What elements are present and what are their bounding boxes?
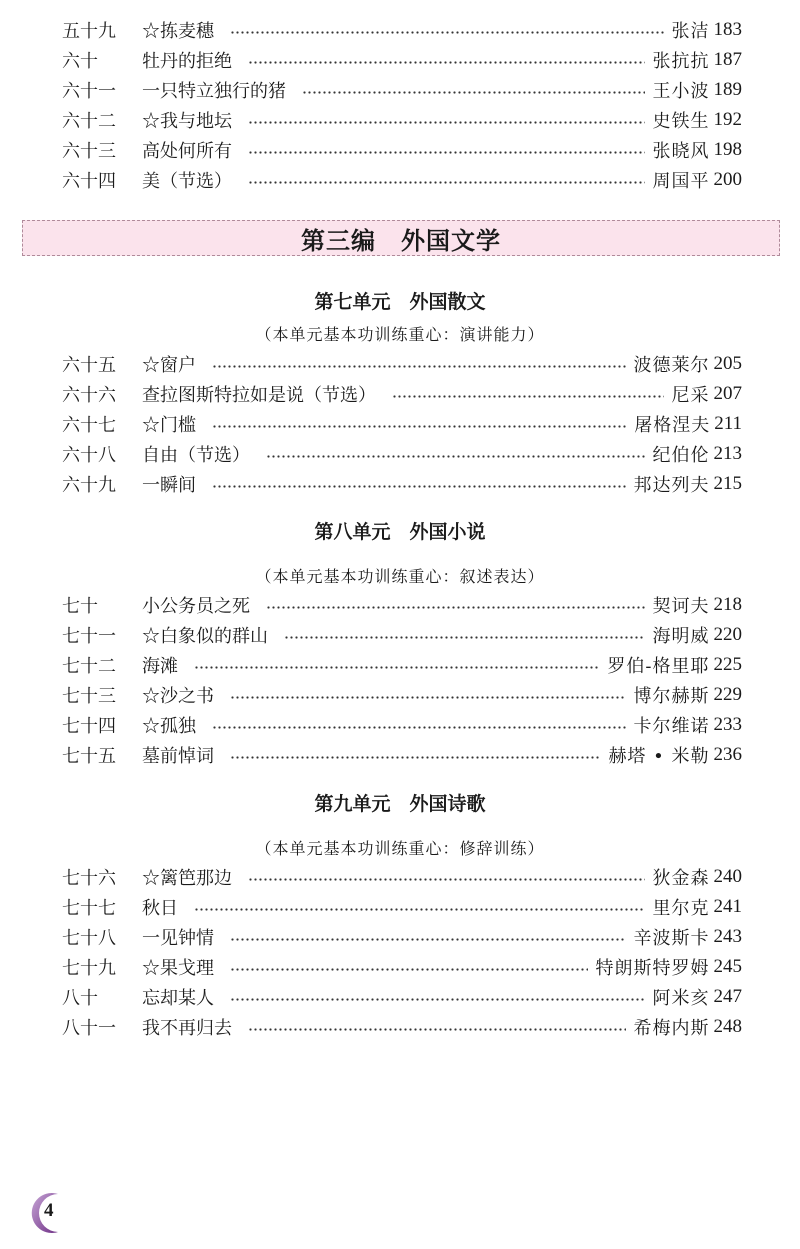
leader-dots	[212, 425, 626, 428]
leader-dots	[248, 61, 645, 64]
leader-dots	[212, 485, 626, 488]
entry-page: 247	[713, 986, 742, 1007]
entry-page: 189	[713, 79, 742, 100]
entry-page: 236	[713, 744, 742, 765]
entry-author: 纪伯伦	[652, 445, 710, 466]
toc-entry[interactable]	[62, 952, 742, 982]
entry-author: 契诃夫	[652, 596, 710, 617]
entry-author: 狄金森	[652, 868, 710, 889]
unit-title: 第七单元 外国散文	[314, 291, 486, 313]
entry-page: 198	[713, 139, 742, 160]
entry-number: 六十三	[62, 141, 116, 162]
entry-author: 阿米亥	[652, 988, 710, 1009]
entry-title: 墓前悼词	[142, 746, 214, 767]
entry-number: 八十	[62, 988, 98, 1009]
toc-entry[interactable]	[62, 469, 742, 499]
leader-dots	[212, 726, 626, 729]
leader-dots	[266, 606, 645, 609]
entry-page: 220	[713, 624, 742, 645]
entry-title: ☆篱笆那边	[142, 868, 232, 889]
unit-title: 第八单元 外国小说	[314, 521, 486, 543]
entry-author: 罗伯-格里耶	[607, 656, 710, 677]
leader-dots	[248, 151, 645, 154]
entry-number: 六十六	[62, 385, 116, 406]
entry-author: 海明威	[652, 626, 710, 647]
entry-page: 211	[714, 413, 742, 434]
leader-dots	[212, 365, 626, 368]
entry-page: 225	[713, 654, 742, 675]
entry-title: 一只特立独行的猪	[142, 81, 286, 102]
toc-entry[interactable]	[62, 862, 742, 892]
entry-page: 218	[713, 594, 742, 615]
entry-author: 史铁生	[652, 111, 710, 132]
entry-title: 高处何所有	[142, 141, 232, 162]
toc-entry[interactable]	[62, 45, 742, 75]
unit-note: （本单元基本功训练重心：叙述表达）	[255, 567, 545, 586]
entry-number: 六十四	[62, 171, 116, 192]
entry-page: 192	[713, 109, 742, 130]
entry-author: 希梅内斯	[633, 1018, 710, 1039]
entry-page: 205	[713, 353, 742, 374]
entry-page: 215	[713, 473, 742, 494]
leader-dots	[194, 908, 645, 911]
entry-author: 张洁	[671, 21, 710, 42]
entry-number: 七十三	[62, 686, 116, 707]
toc-entry[interactable]	[62, 15, 742, 45]
entry-title: 自由（节选）	[142, 445, 250, 466]
entry-number: 六十八	[62, 445, 116, 466]
toc-entry[interactable]	[62, 590, 742, 620]
toc-entry[interactable]	[62, 680, 742, 710]
entry-title: 海滩	[142, 656, 178, 677]
toc-entry[interactable]	[62, 740, 742, 770]
leader-dots	[194, 666, 599, 669]
entry-number: 七十八	[62, 928, 116, 949]
leader-dots	[248, 1028, 626, 1031]
leader-dots	[248, 181, 645, 184]
entry-title: ☆果戈理	[142, 958, 214, 979]
leader-dots	[230, 968, 588, 971]
entry-title: ☆白象似的群山	[142, 626, 268, 647]
entry-title: 秋日	[142, 898, 178, 919]
toc-entry[interactable]	[62, 379, 742, 409]
entry-author: 里尔克	[652, 898, 710, 919]
entry-page: 241	[713, 896, 742, 917]
entry-title: ☆拣麦穗	[142, 21, 214, 42]
entry-number: 七十	[62, 596, 98, 617]
entry-number: 七十六	[62, 868, 116, 889]
toc-entry[interactable]	[62, 650, 742, 680]
toc-entry[interactable]	[62, 409, 742, 439]
entry-number: 六十七	[62, 415, 116, 436]
entry-title: ☆孤独	[142, 716, 196, 737]
entry-author: 波德莱尔	[633, 355, 710, 376]
entry-title: 美（节选）	[142, 171, 232, 192]
entry-author: 王小波	[652, 81, 710, 102]
entry-number: 七十一	[62, 626, 116, 647]
toc-entry[interactable]	[62, 892, 742, 922]
entry-number: 八十一	[62, 1018, 116, 1039]
toc-entry[interactable]	[62, 710, 742, 740]
entry-page: 243	[713, 926, 742, 947]
part-heading-bar	[22, 220, 780, 256]
entry-title: 我不再归去	[142, 1018, 232, 1039]
entry-page: 183	[713, 19, 742, 40]
leader-dots	[248, 121, 645, 124]
entry-page: 245	[713, 956, 742, 977]
unit-note: （本单元基本功训练重心：修辞训练）	[255, 839, 545, 858]
entry-number: 七十五	[62, 746, 116, 767]
leader-dots	[230, 998, 645, 1001]
entry-author: 卡尔维诺	[633, 716, 710, 737]
entry-author: 邦达列夫	[633, 475, 710, 496]
toc-entry[interactable]	[62, 349, 742, 379]
entry-number: 七十七	[62, 898, 116, 919]
entry-title: 查拉图斯特拉如是说（节选）	[142, 385, 376, 406]
leader-dots	[230, 756, 600, 759]
toc-entry[interactable]	[62, 620, 742, 650]
leader-dots	[230, 696, 626, 699]
entry-author: 赫塔 • 米勒	[608, 746, 710, 767]
entry-page: 240	[713, 866, 742, 887]
toc-entry[interactable]	[62, 922, 742, 952]
entry-title: 牡丹的拒绝	[142, 51, 232, 72]
entry-title: 一见钟情	[142, 928, 214, 949]
entry-number: 七十二	[62, 656, 116, 677]
entry-author: 屠格涅夫	[634, 415, 711, 436]
entry-page: 200	[713, 169, 742, 190]
entry-title: ☆窗户	[142, 355, 196, 376]
unit-title: 第九单元 外国诗歌	[314, 793, 486, 815]
toc-entry[interactable]	[62, 135, 742, 165]
toc-entry[interactable]	[62, 1012, 742, 1042]
entry-title: ☆我与地坛	[142, 111, 232, 132]
entry-title: 忘却某人	[142, 988, 214, 1009]
leader-dots	[230, 31, 664, 34]
entry-number: 五十九	[62, 21, 116, 42]
entry-author: 周国平	[652, 171, 710, 192]
toc-entry[interactable]	[62, 982, 742, 1012]
entry-author: 博尔赫斯	[633, 686, 710, 707]
entry-author: 特朗斯特罗姆	[595, 958, 710, 979]
leader-dots	[230, 938, 626, 941]
leader-dots	[284, 636, 645, 639]
entry-number: 六十一	[62, 81, 116, 102]
entry-number: 六十五	[62, 355, 116, 376]
entry-number: 七十九	[62, 958, 116, 979]
toc-entry[interactable]	[62, 105, 742, 135]
entry-number: 六十二	[62, 111, 116, 132]
entry-author: 张抗抗	[652, 51, 710, 72]
toc-entry[interactable]	[62, 439, 742, 469]
leader-dots	[392, 395, 664, 398]
page-number: 4	[44, 1200, 54, 1221]
entry-title: 小公务员之死	[142, 596, 250, 617]
entry-page: 187	[713, 49, 742, 70]
leader-dots	[248, 878, 645, 881]
leader-dots	[302, 91, 645, 94]
entry-page: 229	[713, 684, 742, 705]
entry-author: 辛波斯卡	[633, 928, 710, 949]
leader-dots	[266, 455, 645, 458]
entry-title: 一瞬间	[142, 475, 196, 496]
entry-author: 张晓风	[652, 141, 710, 162]
entry-page: 248	[713, 1016, 742, 1037]
toc-entry[interactable]	[62, 165, 742, 195]
entry-page: 207	[713, 383, 742, 404]
entry-page: 213	[713, 443, 742, 464]
entry-title: ☆沙之书	[142, 686, 214, 707]
part-title: 第三编 外国文学	[301, 226, 501, 255]
entry-number: 六十	[62, 51, 98, 72]
entry-number: 六十九	[62, 475, 116, 496]
entry-author: 尼采	[671, 385, 710, 406]
unit-note: （本单元基本功训练重心：演讲能力）	[255, 325, 545, 344]
toc-entry[interactable]	[62, 75, 742, 105]
entry-number: 七十四	[62, 716, 116, 737]
entry-page: 233	[713, 714, 742, 735]
entry-title: ☆门槛	[142, 415, 196, 436]
